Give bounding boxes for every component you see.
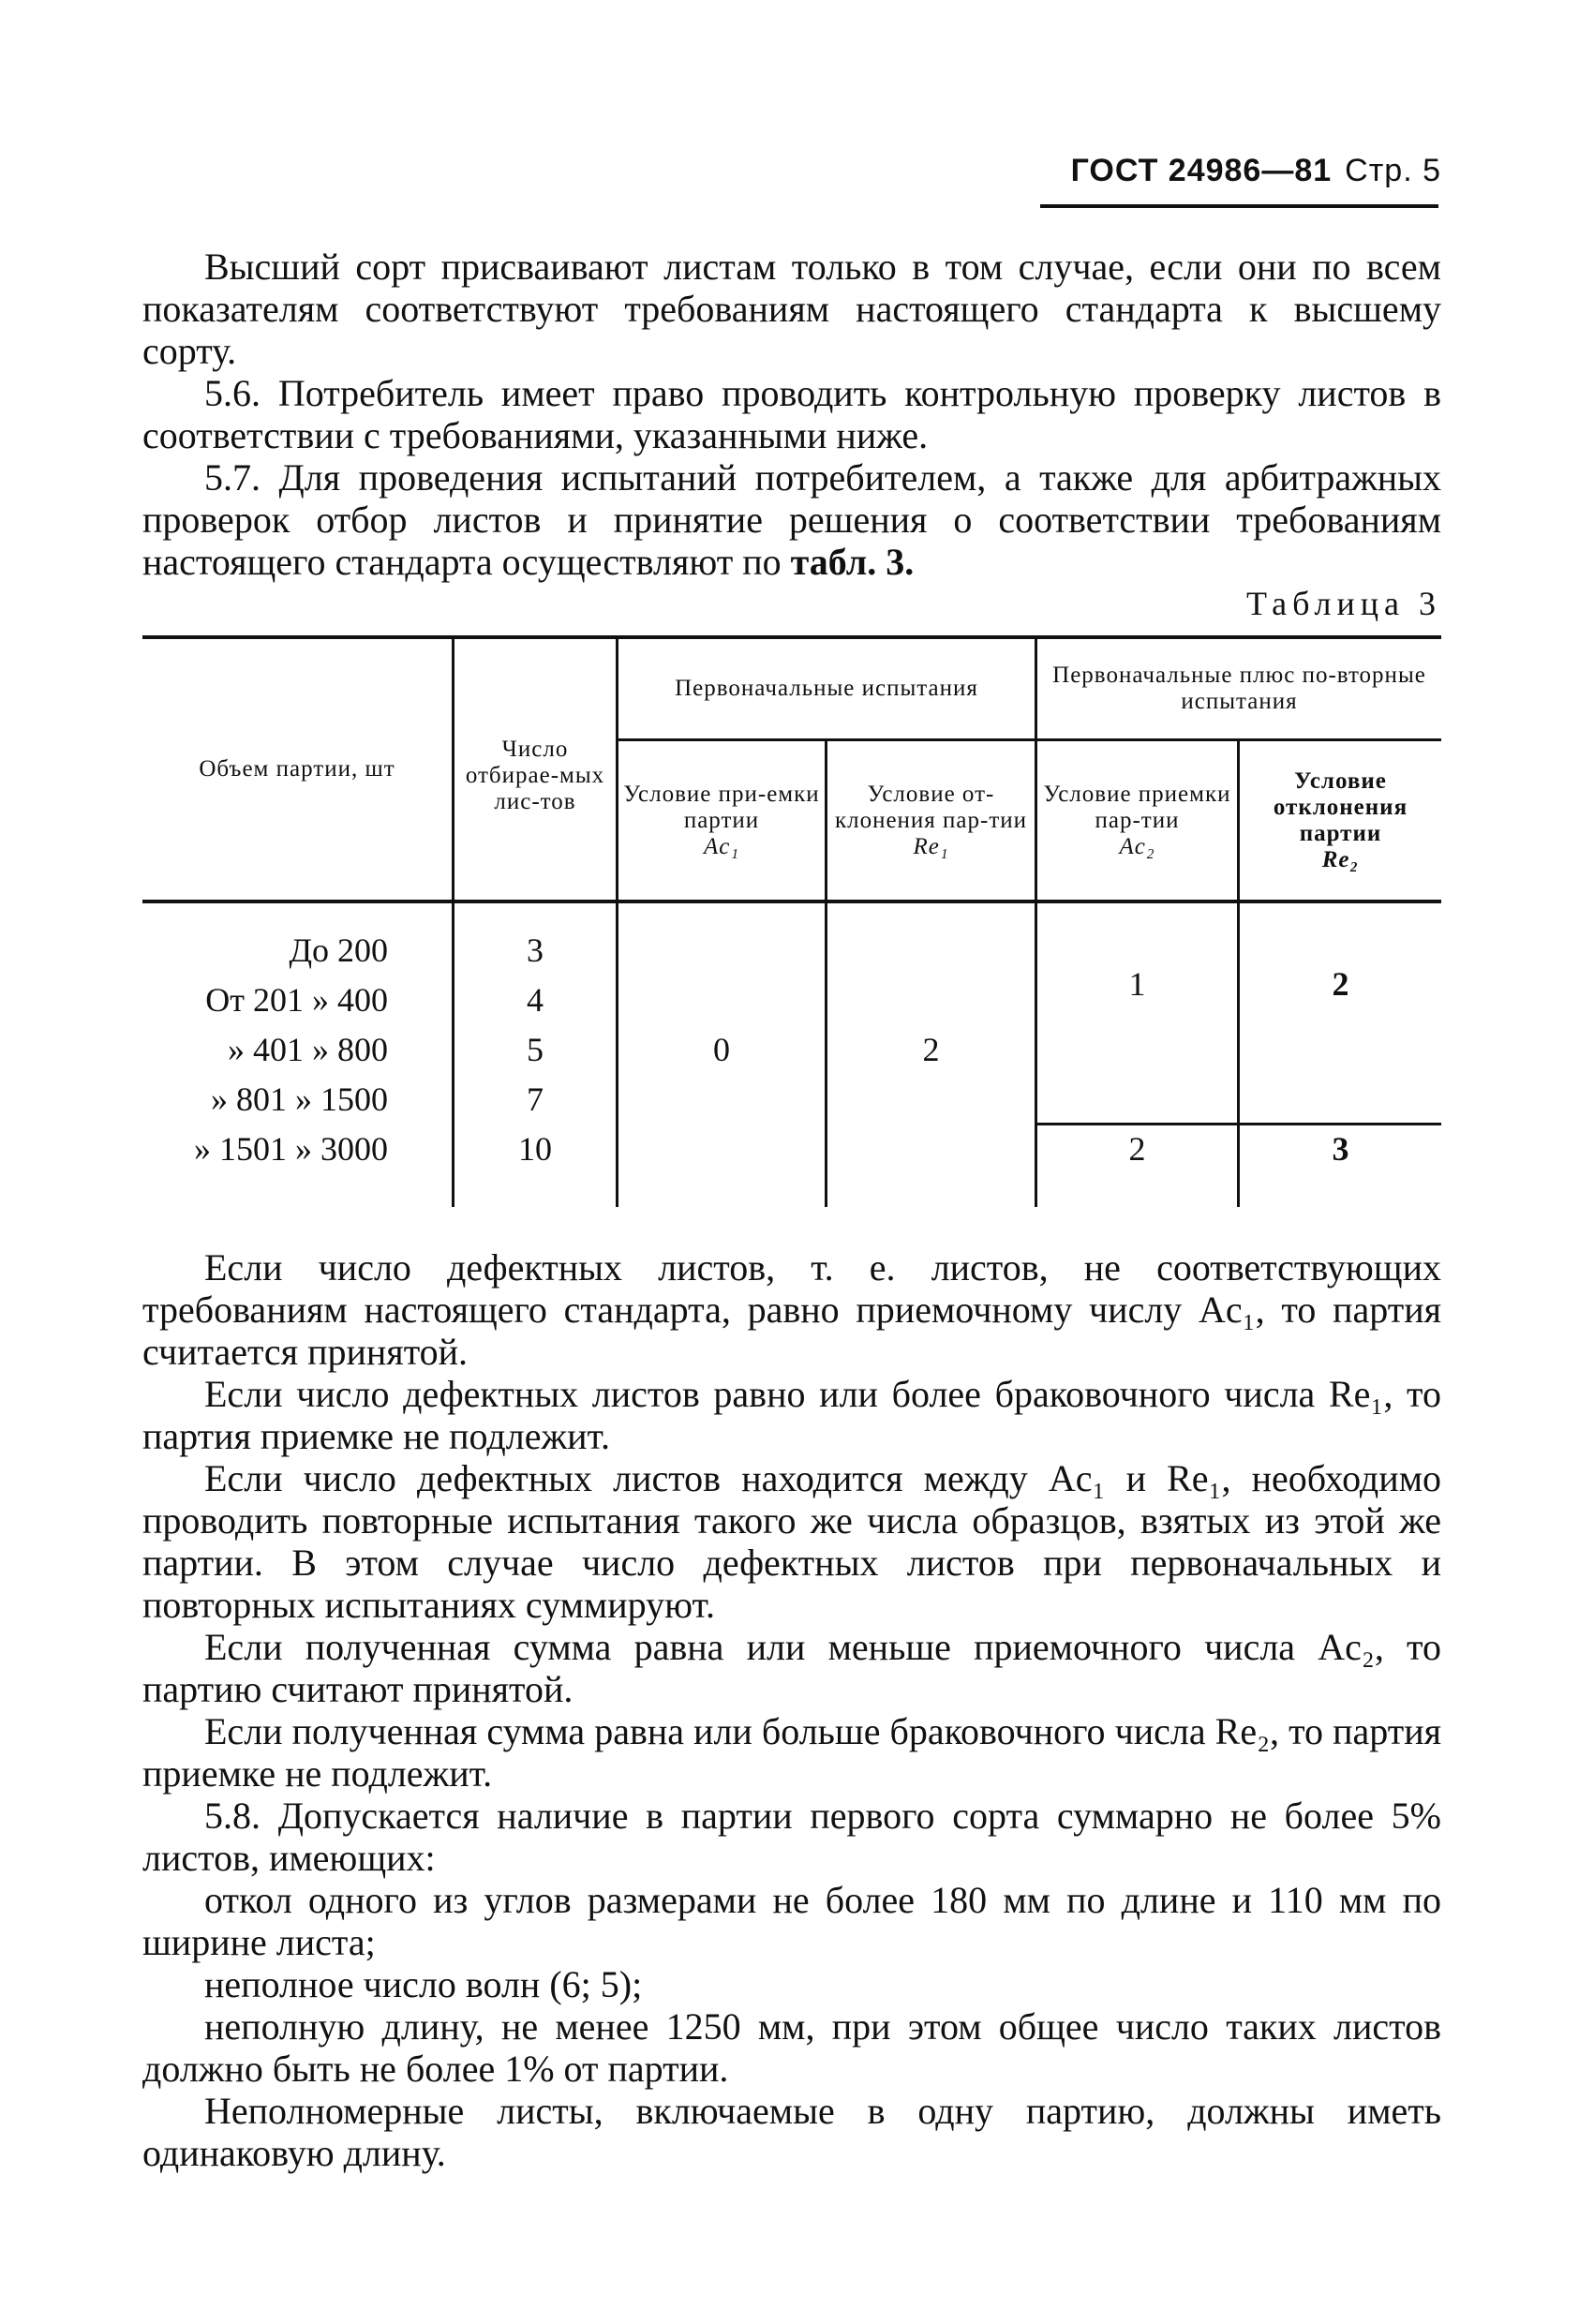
paragraph-re2: Если полученная сумма равна или больше браковочного числа Re₂, то партия приемке не подлежит.	[142, 1710, 1441, 1795]
paragraph-5-6: 5.6. Потребитель имеет право проводить контрольную проверку листов в соответствии с требованиями, указанными ниже.	[142, 372, 1441, 456]
header-initial-plus-repeat: Первоначальные плюс по-вторные испытания	[1052, 663, 1426, 714]
header-re2	[1240, 741, 1441, 900]
header-bottom-rule	[142, 900, 1441, 903]
header-re1-label: Условие от-клонения пар-тии	[834, 781, 1028, 833]
row-lot-2: От 201 » 400	[205, 981, 388, 1019]
paragraph-5-7-text: 5.7. Для проведения испытаний потребителем, а также для арбитражных проверок отбор листов и принятие решения о соответствии требованиям настоящего стандарта осуществляют по	[142, 456, 1441, 583]
header-initial-tests: Первоначальные испытания	[675, 676, 978, 701]
paragraph-ac2: Если полученная сумма равна или меньше приемочного числа Ac₂, то партию считают принятой.	[142, 1626, 1441, 1710]
ac1-value: 0	[713, 1031, 730, 1068]
header-re1-symbol: Re₁	[913, 833, 949, 859]
ac2-upper-value: 1	[1128, 965, 1146, 1003]
row-lot-3: » 401 » 800	[228, 1031, 388, 1068]
col-rule-1	[452, 635, 454, 1207]
row-n-5: 10	[518, 1130, 552, 1168]
row-n-2: 4	[527, 981, 544, 1019]
item-corner-chip: откол одного из углов размерами не более 180 мм по длине и 110 мм по ширине листа;	[142, 1879, 1441, 1963]
header-lot-size: Объем партии, шт	[199, 756, 395, 782]
item-waves: неполное число волн (6; 5);	[204, 1963, 643, 2005]
table-3	[142, 635, 1441, 1207]
standard-number: ГОСТ 24986—81	[1070, 153, 1333, 188]
paragraph-repeat-tests: Если число дефектных листов находится между Ac₁ и Re₁, необходимо проводить повторные испытания такого же числа образцов, взятых из этой же партии. В этом случае число дефектных листов при первоначальных и повторных испытаниях суммируют.	[142, 1457, 1441, 1626]
ac2-lower-value: 2	[1128, 1130, 1146, 1168]
intro-text	[142, 246, 1441, 583]
header-ac2-label: Условие приемки пар-тии	[1043, 781, 1231, 833]
paragraph-top-grade: Высший сорт присваивают листам только в том случае, если они по всем показателям соответствуют требованиям настоящего стандарта к высшему сорту.	[142, 246, 1441, 372]
table-reference: табл. 3.	[790, 541, 915, 583]
header-ac1-symbol: Ac₁	[703, 833, 740, 859]
paragraph-ac1: Если число дефектных листов, т. е. листов, не соответствующих требованиям настоящего стандарта, равно приемочному числу Ac₁, то партия считается принятой.	[142, 1246, 1441, 1373]
header-re2-label: Условие отклонения партии	[1273, 767, 1408, 846]
header-ac2	[1037, 741, 1237, 900]
row-n-4: 7	[527, 1080, 544, 1118]
paragraph-5-7	[142, 456, 1441, 583]
re1-value: 2	[922, 1031, 940, 1068]
table-caption: Таблица 3	[1246, 585, 1441, 622]
header-sample-count: Число отбирае-мых лис-тов	[465, 737, 605, 814]
item-length: неполную длину, не менее 1250 мм, при этом общее число таких листов должно быть не более 1% от партии.	[142, 2005, 1441, 2090]
page-header	[1029, 150, 1441, 191]
row-n-3: 5	[527, 1031, 544, 1068]
header-re1	[827, 741, 1035, 900]
re2-lower-value: 3	[1332, 1130, 1349, 1168]
header-re2-symbol: Re₂	[1321, 846, 1360, 872]
paragraph-short-sheets: Неполномерные листы, включаемые в одну партию, должны иметь одинаковую длину.	[142, 2090, 1441, 2174]
header-ac1-label: Условие при-емки партии	[623, 781, 820, 833]
re2-upper-value: 2	[1332, 965, 1349, 1003]
row-lot-1: До 200	[289, 931, 388, 969]
body-text	[142, 1246, 1441, 2174]
row-n-1: 3	[527, 931, 544, 969]
header-rule	[1040, 204, 1438, 208]
paragraph-5-8: 5.8. Допускается наличие в партии первого сорта суммарно не более 5% листов, имеющих:	[142, 1795, 1441, 1879]
header-ac2-symbol: Ac₂	[1119, 833, 1155, 859]
header-ac1	[618, 741, 825, 900]
row-lot-5: » 1501 » 3000	[194, 1130, 388, 1168]
page-number: Стр. 5	[1345, 153, 1441, 188]
paragraph-re1: Если число дефектных листов равно или более браковочного числа Re₁, то партия приемке не подлежит.	[142, 1373, 1441, 1457]
row-lot-4: » 801 » 1500	[211, 1080, 388, 1118]
